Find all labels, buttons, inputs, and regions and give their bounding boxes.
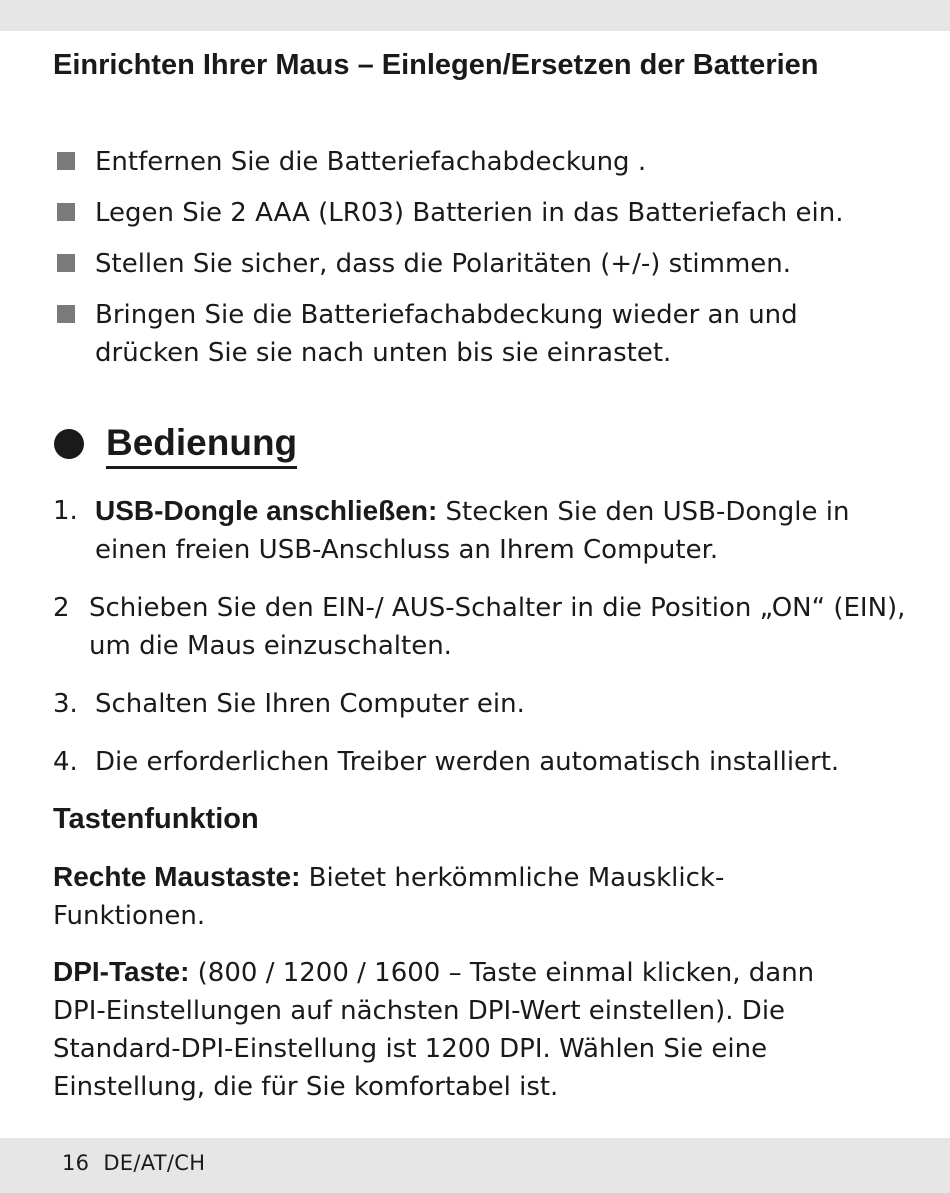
list-item	[53, 296, 903, 372]
right-button-paragraph	[53, 858, 873, 935]
square-bullet-icon	[57, 254, 75, 272]
step-text: Die erforderlichen Treiber werden automatisch installiert.	[95, 747, 840, 777]
page-top-band	[0, 0, 950, 31]
dpi-button-label: DPI-Taste:	[53, 956, 190, 987]
list-item	[53, 685, 913, 723]
list-item	[53, 194, 903, 232]
right-button-label: Rechte Maustaste:	[53, 861, 301, 892]
list-item	[53, 492, 913, 569]
right-button-text: Bietet herkömmliche Mausklick-Funktionen.	[53, 863, 725, 931]
list-item-text: Legen Sie 2 AAA (LR03) Batterien in das Batteriefach ein.	[95, 198, 844, 228]
circle-bullet-icon	[54, 429, 84, 459]
step-text: Stecken Sie den USB-Dongle in einen freien USB-Anschluss an Ihrem Computer.	[95, 497, 850, 565]
list-item-text: Stellen Sie sicher, dass die Polaritäten (+/-) stimmen.	[95, 249, 792, 279]
operation-steps-list	[53, 492, 913, 801]
square-bullet-icon	[57, 203, 75, 221]
step-number: 2	[53, 593, 70, 623]
dpi-button-text: (800 / 1200 / 1600 – Taste einmal klicken, dann DPI-Einstellungen auf nächsten DPI-Wert einstellen). Die Standard-DPI-Einstellung ist 1200 DPI. Wählen Sie eine Einstellung, die für Sie komfortabel ist.	[53, 958, 815, 1102]
page-footer	[62, 1151, 205, 1175]
dpi-button-paragraph	[53, 953, 873, 1106]
list-item	[53, 589, 913, 665]
list-item	[53, 143, 903, 181]
square-bullet-icon	[57, 305, 75, 323]
list-item	[53, 245, 903, 283]
step-text: Schalten Sie Ihren Computer ein.	[95, 689, 525, 719]
step-number: 3.	[53, 689, 78, 719]
list-item-text: Entfernen Sie die Batteriefachabdeckung .	[95, 147, 647, 177]
list-item-text: Bringen Sie die Batteriefachabdeckung wieder an und drücken Sie sie nach unten bis sie einrastet.	[95, 300, 798, 368]
step-text: Schieben Sie den EIN-/ AUS-Schalter in die Position „ON“ (EIN), um die Maus einzuschalten.	[89, 593, 906, 661]
list-item	[53, 743, 913, 781]
region-label: DE/AT/CH	[103, 1151, 206, 1175]
battery-steps-list	[53, 143, 903, 385]
step-number: 1.	[53, 496, 78, 526]
page-number: 16	[62, 1151, 90, 1175]
section-title: Bedienung	[106, 420, 297, 469]
step-bold-label: USB-Dongle anschließen:	[95, 495, 438, 526]
step-number: 4.	[53, 747, 78, 777]
battery-setup-heading: Einrichten Ihrer Maus – Einlegen/Ersetzen der Batterien	[53, 49, 819, 81]
square-bullet-icon	[57, 152, 75, 170]
button-functions-heading: Tastenfunktion	[53, 803, 259, 835]
